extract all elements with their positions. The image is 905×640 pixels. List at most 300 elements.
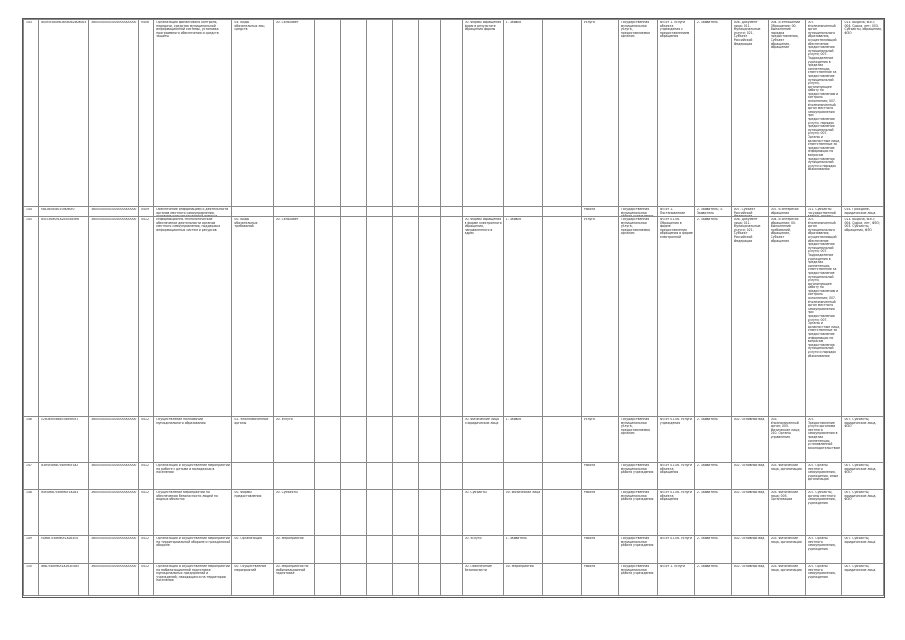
cell-text: 36005000003000000000000 bbox=[91, 464, 137, 467]
cell-f bbox=[393, 564, 419, 596]
cell-num bbox=[24, 20, 39, 207]
cell-b bbox=[273, 207, 314, 217]
cell-kbk bbox=[139, 490, 154, 536]
cell-text: Организация и осуществление мероприятий по мобилизационной подготовке муниципальных предприятий и учреждений, находящихся на территории поселения bbox=[156, 565, 230, 583]
cell-text: 0412 bbox=[141, 491, 149, 494]
cell-i bbox=[462, 564, 503, 596]
cell-k bbox=[542, 536, 581, 564]
cell-name bbox=[154, 490, 232, 536]
cell-m bbox=[618, 217, 657, 417]
cell-text: Обеспечение информацией о деятельности органов местного самоуправления, bbox=[156, 208, 229, 215]
cell-b bbox=[273, 536, 314, 564]
cell-num bbox=[24, 490, 39, 536]
cell-n bbox=[657, 463, 694, 490]
cell-text: 36005000003000000000000 bbox=[91, 565, 137, 568]
cell-text: 002. Основной вид bbox=[733, 565, 765, 568]
cell-b bbox=[273, 463, 314, 490]
cell-text: 0409 bbox=[141, 208, 149, 211]
cell-a bbox=[232, 490, 273, 536]
cell-text: 013. Выдача, ФЗО; 004. Сроки, лет, ФЗО; 003. Субъекты, обращения, ФЗО bbox=[844, 218, 880, 232]
cell-kbk bbox=[139, 417, 154, 463]
cell-text: Работа bbox=[583, 565, 596, 568]
cell-text: 0412 bbox=[141, 464, 149, 467]
cell-n bbox=[657, 20, 694, 207]
cell-e bbox=[367, 564, 393, 596]
cell-text: d3e4f5a6b7c8d9e0f1a2 bbox=[41, 464, 79, 467]
cell-c bbox=[314, 536, 340, 564]
cell-text: 36005000003000000000000 bbox=[91, 418, 137, 421]
cell-text: 2. Заявитель bbox=[696, 21, 718, 24]
cell-n bbox=[657, 536, 694, 564]
cell-text: 00. Формы предоставления bbox=[234, 491, 262, 498]
cell-text: 004. В интересах обращения; 00. Выполнение требований, обращения, Субъект обращения bbox=[770, 218, 799, 243]
cell-name bbox=[154, 207, 232, 217]
cell-name bbox=[154, 217, 232, 417]
cell-i bbox=[462, 536, 503, 564]
cell-c bbox=[314, 217, 340, 417]
cell-text: Государственная муниципальная услуга, предоставляемая органом bbox=[620, 21, 650, 39]
cell-code bbox=[89, 536, 139, 564]
cell-j bbox=[503, 463, 542, 490]
cell-n bbox=[657, 217, 694, 417]
cell-text: 00. Формы обращения в форме электронного обращения, направленного в адрес bbox=[464, 218, 502, 236]
table-row bbox=[24, 207, 884, 217]
cell-text: Осуществление мероприятий по обеспечению безопасности людей на водных объектах bbox=[156, 491, 218, 502]
cell-text: 002. Основной вид bbox=[733, 464, 765, 467]
cell-l bbox=[581, 207, 618, 217]
cell-id bbox=[39, 417, 89, 463]
cell-d bbox=[340, 564, 366, 596]
cell-text: 36005000003000000000000 bbox=[91, 21, 137, 24]
cell-text: 007. Субъекты, юридические лица, ФЗО bbox=[844, 418, 877, 429]
cell-f bbox=[393, 217, 419, 417]
cell-j bbox=[503, 207, 542, 217]
cell-name bbox=[154, 417, 232, 463]
cell-text: 2. Заявитель bbox=[696, 464, 718, 467]
cell-text: Государственная муниципальная услуга, предоставляемая органом bbox=[620, 418, 650, 436]
cell-text: 00. Субъекты bbox=[275, 491, 298, 494]
cell-id bbox=[39, 536, 89, 564]
cell-i bbox=[462, 490, 503, 536]
cell-m bbox=[618, 207, 657, 217]
cell-text: 007. Органы местного самоуправления, учреждения, иные организации bbox=[807, 464, 839, 482]
cell-text: 007. Субъекты, юридические лица, ФЗО bbox=[844, 464, 877, 475]
cell-n bbox=[657, 417, 694, 463]
cell-q bbox=[768, 207, 805, 217]
cell-a bbox=[232, 417, 273, 463]
cell-k bbox=[542, 463, 581, 490]
cell-text: 0412 bbox=[141, 218, 149, 221]
cell-kbk bbox=[139, 217, 154, 417]
table-row bbox=[24, 217, 884, 417]
cell-h bbox=[440, 536, 462, 564]
table-row bbox=[24, 463, 884, 490]
cell-l bbox=[581, 217, 618, 417]
cell-p bbox=[731, 463, 768, 490]
registry-body bbox=[24, 20, 884, 596]
cell-s bbox=[842, 536, 884, 564]
cell-s bbox=[842, 463, 884, 490]
cell-text: 0412 bbox=[141, 418, 149, 421]
cell-text: 003. Физические лица, организации bbox=[770, 537, 802, 544]
cell-code bbox=[89, 490, 139, 536]
cell-text: Информационно-технологическое обеспечение деятельности органов местного самоуправления, поддержка информационных систем и ресурсов bbox=[156, 218, 221, 232]
cell-text: 002. Основной вид bbox=[733, 491, 765, 494]
cell-num bbox=[24, 463, 39, 490]
cell-g bbox=[419, 490, 441, 536]
cell-r bbox=[805, 20, 842, 207]
cell-l bbox=[581, 463, 618, 490]
cell-d bbox=[340, 463, 366, 490]
cell-q bbox=[768, 536, 805, 564]
cell-text: Организация финансового контроля, передачи, средства муниципальной информационной системы, установка программного обеспечения и средств защиты bbox=[156, 21, 219, 39]
cell-text: 013. Выдача, ФЗО; 004. Сроки, лет; 003. Субъекты, обращения, ФЗО bbox=[844, 21, 882, 35]
cell-h bbox=[440, 417, 462, 463]
cell-a bbox=[232, 217, 273, 417]
cell-q bbox=[768, 217, 805, 417]
cell-text: f5a6b7c8d9e0f1a2b3c4 bbox=[41, 537, 79, 540]
cell-text: 143 bbox=[26, 21, 32, 24]
cell-text: 003. Физические лица; 005. Организации bbox=[770, 491, 799, 502]
cell-text: Работа bbox=[583, 464, 596, 467]
cell-c bbox=[314, 564, 340, 596]
cell-o bbox=[694, 207, 731, 217]
cell-text: 007. В интересах обращения bbox=[770, 208, 799, 215]
cell-h bbox=[440, 207, 462, 217]
cell-m bbox=[618, 20, 657, 207]
cell-p bbox=[731, 20, 768, 207]
table-row bbox=[24, 20, 884, 207]
cell-text: Государственная муниципальная работа учреждения bbox=[620, 491, 654, 502]
cell-text: Государственная муниципальная bbox=[620, 208, 650, 215]
cell-text: 00. Субъекты bbox=[464, 491, 487, 494]
cell-text: Организация и осуществление мероприятий по работе с детьми и молодежью в поселении bbox=[156, 464, 230, 475]
cell-name bbox=[154, 463, 232, 490]
cell-m bbox=[618, 490, 657, 536]
cell-m bbox=[618, 463, 657, 490]
cell-text: 007. Субъект Российской bbox=[733, 208, 756, 215]
cell-kbk bbox=[139, 207, 154, 217]
cell-text: Работа bbox=[583, 537, 596, 540]
cell-s bbox=[842, 207, 884, 217]
cell-d bbox=[340, 417, 366, 463]
cell-text: 00. Физические лица и юридические лица bbox=[464, 418, 499, 425]
cell-text: 004. В отношении Обращения; 00. Выполнение порядка предоставления, Субъект обращения, обращение bbox=[770, 21, 800, 50]
cell-s bbox=[842, 217, 884, 417]
cell-b bbox=[273, 217, 314, 417]
cell-k bbox=[542, 20, 581, 207]
cell-id bbox=[39, 207, 89, 217]
cell-text: 00. Организация bbox=[234, 537, 262, 540]
cell-text: 00. Физические лица bbox=[505, 491, 541, 494]
cell-text: 02. Уполномоченные органы bbox=[234, 418, 269, 425]
cell-text: 007. Субъекты, юридические лица, ФЗО bbox=[844, 491, 877, 502]
cell-j bbox=[503, 490, 542, 536]
cell-text: b5c1d0e0f1a2b3c4d5e6 bbox=[41, 218, 79, 221]
cell-l bbox=[581, 564, 618, 596]
cell-text: ФЗ от 01.06. Услуги bbox=[659, 537, 693, 540]
cell-r bbox=[805, 463, 842, 490]
table-row bbox=[24, 490, 884, 536]
cell-s bbox=[842, 490, 884, 536]
cell-num bbox=[24, 417, 39, 463]
cell-j bbox=[503, 417, 542, 463]
cell-text: Государственная муниципальная услуга, предоставляемая органом bbox=[620, 218, 650, 236]
cell-g bbox=[419, 417, 441, 463]
cell-m bbox=[618, 564, 657, 596]
cell-p bbox=[731, 217, 768, 417]
cell-text: 00. Осуществление мероприятий bbox=[234, 565, 267, 572]
cell-h bbox=[440, 564, 462, 596]
cell-text: ФЗ от 01.06. Услуги объекта, обращения bbox=[659, 464, 693, 475]
cell-kbk bbox=[139, 564, 154, 596]
cell-a bbox=[232, 463, 273, 490]
cell-name bbox=[154, 536, 232, 564]
cell-text: 00. Виды обязательных требований bbox=[234, 218, 258, 229]
cell-b bbox=[273, 564, 314, 596]
cell-g bbox=[419, 564, 441, 596]
cell-code bbox=[89, 417, 139, 463]
cell-text: 144 bbox=[26, 208, 32, 211]
cell-s bbox=[842, 20, 884, 207]
cell-text: 148 bbox=[26, 491, 32, 494]
cell-o bbox=[694, 536, 731, 564]
cell-k bbox=[542, 217, 581, 417]
cell-text: 2. Заявитель bbox=[696, 565, 718, 568]
cell-text: 1. Заявка bbox=[505, 418, 522, 421]
cell-k bbox=[542, 417, 581, 463]
cell-c bbox=[314, 463, 340, 490]
cell-j bbox=[503, 20, 542, 207]
table-row bbox=[24, 564, 884, 596]
cell-text: Услуга bbox=[583, 21, 595, 24]
cell-a bbox=[232, 564, 273, 596]
cell-o bbox=[694, 217, 731, 417]
cell-f bbox=[393, 490, 419, 536]
cell-text: Услуга bbox=[583, 218, 595, 221]
cell-text: 00. Формы обращения форм в результате обращения формы bbox=[464, 21, 502, 32]
cell-f bbox=[393, 417, 419, 463]
cell-text: 36005000003000000000000 bbox=[91, 491, 137, 494]
cell-j bbox=[503, 536, 542, 564]
cell-e bbox=[367, 417, 393, 463]
cell-code bbox=[89, 564, 139, 596]
cell-text: 007. Субъекты, юридические лица bbox=[844, 565, 876, 572]
cell-text: a6b7c8d9e0f1a2b3c4d5 bbox=[41, 565, 79, 568]
cell-code bbox=[89, 463, 139, 490]
cell-text: 00. Мероприятия по мобилизационной подготовке bbox=[275, 565, 309, 576]
cell-i bbox=[462, 217, 503, 417]
cell-a bbox=[232, 207, 273, 217]
cell-i bbox=[462, 20, 503, 207]
cell-text: 2. Заявитель; 3. Заявитель bbox=[696, 208, 723, 215]
cell-text: 36005000003000000000000 bbox=[91, 537, 137, 540]
cell-n bbox=[657, 207, 694, 217]
cell-text: ФЗ от 1. Услуги объекта учреждения с предоставлением обращения bbox=[659, 21, 690, 39]
cell-text: 007. Субъекты, юридические лица bbox=[844, 537, 876, 544]
cell-text: 007. Уполномоченный орган муниципального образования, осуществляющий обеспечение предоставления муниципальной услуги; 007. Подразделение учреждения в пределах компетенции, ответственное за предоставление муниципальной услуги, организующее работу по предоставлению и контроль исполнения; 007. Уполномоченный орган местного самоуправления при предоставлении услуги, порядок предоставления муниципальной услуги; 007. Органы и должностные лица, ответственные за предоставление информации по вопросам предоставления муниципальной услуги и порядок обжалования bbox=[807, 21, 841, 172]
cell-text: 150 bbox=[26, 565, 32, 568]
cell-text: 00. Сельсовет bbox=[275, 218, 299, 221]
cell-h bbox=[440, 490, 462, 536]
cell-text: 146 bbox=[26, 418, 32, 421]
cell-text: 147 bbox=[26, 464, 32, 467]
cell-text: Государственная муниципальная работа учреждения bbox=[620, 565, 654, 576]
cell-text: 00. Сельсовет bbox=[275, 21, 299, 24]
cell-text: 0406 bbox=[141, 21, 149, 24]
cell-p bbox=[731, 417, 768, 463]
cell-num bbox=[24, 564, 39, 596]
cell-o bbox=[694, 564, 731, 596]
cell-q bbox=[768, 564, 805, 596]
cell-c bbox=[314, 20, 340, 207]
cell-code bbox=[89, 207, 139, 217]
cell-d bbox=[340, 217, 366, 417]
cell-j bbox=[503, 217, 542, 417]
cell-text: Государственная муниципальная работа учреждения bbox=[620, 537, 654, 548]
cell-e bbox=[367, 207, 393, 217]
cell-code bbox=[89, 217, 139, 417]
cell-kbk bbox=[139, 536, 154, 564]
cell-f bbox=[393, 463, 419, 490]
cell-r bbox=[805, 490, 842, 536]
cell-text: 006. Документ лица; 011. Муниципальные услуги; 021. Субъект Российской Федерации bbox=[733, 218, 761, 243]
cell-a bbox=[232, 20, 273, 207]
cell-text: Организация и осуществление мероприятий по территориальной обороне и гражданской обороне bbox=[156, 537, 231, 548]
cell-m bbox=[618, 417, 657, 463]
cell-text: 2. Заявитель bbox=[696, 218, 718, 221]
cell-o bbox=[694, 463, 731, 490]
cell-b bbox=[273, 490, 314, 536]
registry-sheet bbox=[22, 18, 885, 598]
cell-text: ФЗ от 1. Постановление bbox=[659, 208, 686, 215]
cell-f bbox=[393, 20, 419, 207]
cell-o bbox=[694, 417, 731, 463]
cell-name bbox=[154, 20, 232, 207]
cell-q bbox=[768, 20, 805, 207]
cell-text: 006. Документ лица; 011. Муниципальные услуги; 021. Субъект Российской Федерации bbox=[733, 21, 761, 46]
cell-l bbox=[581, 417, 618, 463]
cell-n bbox=[657, 564, 694, 596]
cell-text: f4b2b0a5b1c0d0e0f0 bbox=[41, 208, 75, 211]
cell-g bbox=[419, 217, 441, 417]
cell-r bbox=[805, 417, 842, 463]
cell-e bbox=[367, 463, 393, 490]
cell-text: ФЗ от 01.06. Обращения в форме предоставления обращения в форме электронной bbox=[659, 218, 693, 239]
cell-num bbox=[24, 207, 39, 217]
cell-s bbox=[842, 564, 884, 596]
cell-g bbox=[419, 207, 441, 217]
cell-text: 011. Субъекты государственной bbox=[807, 208, 836, 215]
cell-i bbox=[462, 207, 503, 217]
cell-q bbox=[768, 463, 805, 490]
cell-id bbox=[39, 490, 89, 536]
cell-text: 007. Субъекты, органы местного самоуправления, учреждения bbox=[807, 491, 836, 505]
cell-text: 1. Заявка bbox=[505, 218, 522, 221]
cell-text: 003. Физические лица, организации bbox=[770, 565, 802, 572]
cell-text: 1. Заявка bbox=[505, 21, 522, 24]
cell-text: ФЗ от 01.06. Услуги объекта, обращения bbox=[659, 491, 693, 502]
table-row bbox=[24, 536, 884, 564]
cell-s bbox=[842, 417, 884, 463]
cell-m bbox=[618, 536, 657, 564]
cell-d bbox=[340, 207, 366, 217]
cell-c bbox=[314, 417, 340, 463]
cell-text: 2. Заявитель bbox=[696, 491, 718, 494]
cell-id bbox=[39, 463, 89, 490]
cell-a bbox=[232, 536, 273, 564]
cell-g bbox=[419, 463, 441, 490]
table-row bbox=[24, 417, 884, 463]
cell-j bbox=[503, 564, 542, 596]
cell-o bbox=[694, 490, 731, 536]
cell-p bbox=[731, 536, 768, 564]
cell-text: 1. Заявитель bbox=[505, 537, 527, 540]
cell-h bbox=[440, 463, 462, 490]
cell-k bbox=[542, 207, 581, 217]
cell-r bbox=[805, 207, 842, 217]
cell-r bbox=[805, 536, 842, 564]
cell-c bbox=[314, 490, 340, 536]
cell-text: Осуществление полномочий муниципального образования bbox=[156, 418, 206, 425]
cell-id bbox=[39, 217, 89, 417]
cell-num bbox=[24, 536, 39, 564]
cell-text: 003. Уполномоченный орган; 005. Физические лица; 010. Органы управления bbox=[770, 418, 801, 439]
cell-num bbox=[24, 217, 39, 417]
cell-text: 149 bbox=[26, 537, 32, 540]
cell-text: 145 bbox=[26, 218, 32, 221]
cell-kbk bbox=[139, 20, 154, 207]
cell-text: a00f5f3a0eb3b5a0b2b0a0b3 bbox=[41, 21, 87, 24]
cell-text: 002. Основной вид bbox=[733, 418, 765, 421]
cell-text: 007. Органы местного самоуправления, учреждения bbox=[807, 565, 836, 579]
cell-h bbox=[440, 20, 462, 207]
cell-f bbox=[393, 536, 419, 564]
cell-text: c2d3e4f5a6b7c8d9e0f1 bbox=[41, 418, 79, 421]
cell-i bbox=[462, 463, 503, 490]
cell-b bbox=[273, 20, 314, 207]
cell-e bbox=[367, 536, 393, 564]
cell-text: 00. Услуги bbox=[275, 418, 293, 421]
cell-text: 2. Заявитель bbox=[696, 537, 718, 540]
cell-id bbox=[39, 564, 89, 596]
cell-p bbox=[731, 564, 768, 596]
cell-h bbox=[440, 217, 462, 417]
cell-d bbox=[340, 490, 366, 536]
cell-o bbox=[694, 20, 731, 207]
cell-text: 00. Обеспечение безопасности bbox=[464, 565, 492, 572]
cell-c bbox=[314, 207, 340, 217]
cell-text: Услуга bbox=[583, 418, 595, 421]
cell-l bbox=[581, 20, 618, 207]
cell-d bbox=[340, 536, 366, 564]
cell-text: ФЗ от 01.06. Услуги учреждения bbox=[659, 418, 693, 425]
cell-text: 36005000003000000000000 bbox=[91, 208, 137, 211]
cell-text: 0412 bbox=[141, 565, 149, 568]
cell-k bbox=[542, 490, 581, 536]
cell-text: 007. Предоставление услуги органами местного самоуправления в пределах компетенции, установленной законодательством bbox=[807, 418, 840, 450]
cell-kbk bbox=[139, 463, 154, 490]
cell-text: 003. Физические лица, организации bbox=[770, 464, 802, 471]
cell-q bbox=[768, 417, 805, 463]
cell-text: 04. Виды обязательных лиц средств bbox=[234, 21, 265, 32]
cell-text: 002. Основной вид bbox=[733, 537, 765, 540]
cell-d bbox=[340, 20, 366, 207]
cell-text: e4f5a6b7c8d9e0f1a2b3 bbox=[41, 491, 79, 494]
cell-text: Работа bbox=[583, 491, 596, 494]
cell-text: Государственная муниципальная работа учреждения bbox=[620, 464, 654, 475]
cell-text: 2. Заявитель bbox=[696, 418, 718, 421]
